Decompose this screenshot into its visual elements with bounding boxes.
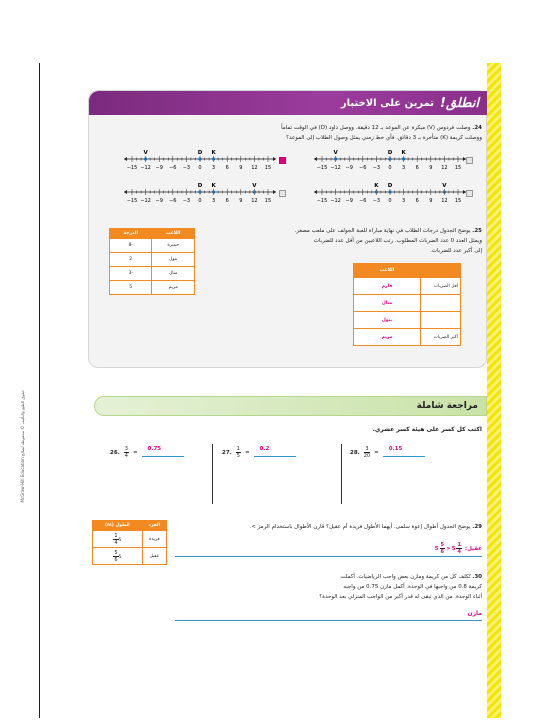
arrowhead <box>314 190 317 194</box>
table-cell: عقيل <box>142 548 166 565</box>
plotted-point <box>212 190 215 193</box>
blank-cell <box>421 295 461 312</box>
question-text-line: ويمثل العدد 0 عدد الضربات المطلوب. رتب اللاعبين من أقل عدد للضربات <box>313 238 482 244</box>
table-row <box>354 278 461 295</box>
exercise-27: 27. $\frac{1}{5}$ = 0.2 <box>222 446 296 459</box>
tick-label: −9 <box>345 165 353 171</box>
point-label: K <box>211 150 216 156</box>
question-text-line: تُكلف كل من كريمة ومازن بعض واجب الرياضيات. أكملت <box>340 574 471 580</box>
arrowhead <box>124 157 127 161</box>
table-row <box>110 253 195 267</box>
point-label: D <box>387 183 393 189</box>
tick-label: −6 <box>169 198 177 204</box>
tick-label: 9 <box>429 198 433 204</box>
arrowhead <box>273 157 276 161</box>
question-number: 24. <box>472 125 482 131</box>
number-line-option-b <box>120 145 280 173</box>
question-number: 29. <box>472 524 482 530</box>
tick-label: 15 <box>454 198 462 204</box>
tick-label: 15 <box>264 198 272 204</box>
plotted-point <box>212 157 215 160</box>
tick-label: −3 <box>372 165 381 171</box>
whole-number: 5 <box>434 545 439 552</box>
point-label: V <box>143 150 148 156</box>
ranking-answer-table <box>353 263 461 346</box>
question-text-line: يوضح الجدول درجات الطلاب في نهاية مباراة للعبة الجولف على ملعب مصغر. <box>294 228 471 234</box>
table-row <box>354 312 461 329</box>
table-cell: حميرة <box>152 239 195 253</box>
question-29 <box>190 522 482 532</box>
plotted-point <box>388 190 391 193</box>
number-line-option-a <box>310 145 470 173</box>
tick-label: 0 <box>388 198 392 204</box>
tick-label: −9 <box>345 198 353 204</box>
arrowhead <box>463 157 466 161</box>
tick-label: 3 <box>402 198 406 204</box>
tick-label: 3 <box>402 165 406 171</box>
least-strokes-label: أقل الضربات <box>421 278 461 295</box>
tick-label: −6 <box>169 165 177 171</box>
page-margin-line <box>39 63 40 718</box>
question-24 <box>230 123 482 143</box>
arrowhead <box>273 190 276 194</box>
test-prep-subtitle: تمرين على الاختبار <box>340 97 435 109</box>
tick-label: 0 <box>198 165 202 171</box>
column-header: الفرد <box>142 521 166 531</box>
point-label: V <box>333 150 338 156</box>
arrowhead <box>314 157 317 161</box>
exercise-answer: 0.2 <box>259 445 270 452</box>
review-banner <box>94 396 487 416</box>
tick-label: 6 <box>415 165 419 171</box>
table-cell: -8 <box>110 239 152 253</box>
tick-label: 12 <box>441 198 448 204</box>
tick-label: −12 <box>330 165 341 171</box>
question-text-line: ووصلت كريمة (K) متأخرة بـ 3 دقائق. فأي خط زمني يمثل وصول الطلاب إلى الموعد؟ <box>286 135 482 141</box>
tick-label: −3 <box>372 198 381 204</box>
plotted-point <box>253 190 256 193</box>
table-cell <box>93 548 143 565</box>
tick-label: −12 <box>140 165 151 171</box>
tick-label: −3 <box>182 198 191 204</box>
tick-label: 9 <box>429 165 433 171</box>
denominator: 20 <box>363 453 371 459</box>
tick-label: 9 <box>239 165 243 171</box>
tick-label: 6 <box>415 198 419 204</box>
fraction <box>364 446 370 459</box>
tick-label: −15 <box>126 165 138 171</box>
column-divider <box>341 444 342 504</box>
table-row <box>354 295 461 312</box>
tick-label: −9 <box>155 165 163 171</box>
tick-label: 9 <box>239 198 243 204</box>
table-cell: 2 <box>110 253 152 267</box>
column-header: الدرجة <box>110 229 152 239</box>
fraction <box>124 446 129 459</box>
table-cell: منال <box>152 267 195 281</box>
ranking-answer: منال <box>354 295 421 312</box>
table-row <box>110 267 195 281</box>
denominator: 4 <box>124 453 128 459</box>
answer-line[interactable] <box>142 445 184 457</box>
answer-line[interactable] <box>175 620 482 621</box>
exercise-number: 28. <box>350 449 360 456</box>
numerator: 1 <box>114 532 118 539</box>
denominator: 6 <box>440 549 444 555</box>
denominator: 4 <box>114 539 118 546</box>
column-header: الطول (m) <box>93 521 143 531</box>
plotted-point <box>334 157 337 160</box>
table-cell: بتول <box>152 253 195 267</box>
whole-number: 5 <box>118 537 122 543</box>
tick-label: 3 <box>212 198 216 204</box>
table-cell: مريم <box>152 281 195 295</box>
fraction <box>456 542 461 555</box>
copyright-credit: حقوق الطبع والتأليف © محفوظة لصالح McGraw-Hill Education <box>20 390 25 503</box>
column-header: اللاعب <box>354 264 421 278</box>
point-label: V <box>252 183 257 189</box>
tick-label: 3 <box>212 165 216 171</box>
fraction <box>236 446 241 459</box>
plotted-point <box>375 190 378 193</box>
numerator: 5 <box>114 549 118 556</box>
tick-label: 12 <box>441 165 448 171</box>
question-text-line: إلى أكبر عدد للضربات. <box>430 248 482 254</box>
tick-label: 12 <box>251 165 258 171</box>
tick-label: −9 <box>155 198 163 204</box>
plotted-point <box>402 157 405 160</box>
point-label: V <box>442 183 447 189</box>
tick-label: 6 <box>225 198 229 204</box>
answer-expression <box>435 542 462 555</box>
q29-answer <box>360 542 482 555</box>
point-label: D <box>197 150 203 156</box>
review-instruction: اكتب كل كسر على هيئة كسر عشري. <box>372 426 482 433</box>
tick-label: −3 <box>182 165 191 171</box>
numerator: 3 <box>124 446 128 452</box>
plotted-point <box>443 190 446 193</box>
most-strokes-label: أكبر الضربات <box>421 329 461 346</box>
question-text-line: كريمة 0.8 من واجبها في الوحدة. أكمل مازن 0.75 من واجبه <box>343 584 482 590</box>
column-header: اللاعب <box>152 229 195 239</box>
tick-label: 0 <box>388 165 392 171</box>
point-label: K <box>401 150 406 156</box>
table-row <box>110 239 195 253</box>
table-row <box>110 281 195 295</box>
length-table <box>92 520 167 565</box>
table-cell: فريدة <box>142 531 166 548</box>
question-text: يوضح الجدول أطوال إعوة سلمى. أيهما الأطول فريدة أم عقيل؟ قارن الأطوال باستخدام الرمز >. <box>249 524 471 530</box>
tick-label: −12 <box>330 198 341 204</box>
number-line-option-c <box>310 178 470 206</box>
denominator: 4 <box>457 549 461 555</box>
blank-cell <box>421 312 461 329</box>
table-cell: -3 <box>110 267 152 281</box>
answer-choice-checkbox-selected[interactable] <box>279 157 286 164</box>
point-label: K <box>211 183 216 189</box>
numerator: 1 <box>236 446 240 452</box>
question-number: 30. <box>472 574 482 580</box>
tick-label: 15 <box>264 165 272 171</box>
arrowhead <box>124 190 127 194</box>
point-label: D <box>197 183 203 189</box>
plotted-point <box>198 190 201 193</box>
ranking-answer: بتول <box>354 312 421 329</box>
question-text-line: أثناء الوحدة. من الذي تبقى له قدر أكبر من الواجب المنزلي بعد الوحدة؟ <box>319 594 482 600</box>
test-prep-title: انطلق! <box>440 95 479 111</box>
ranking-answer: مريم <box>354 329 421 346</box>
tick-label: −6 <box>359 165 367 171</box>
denominator: 6 <box>114 556 118 563</box>
numerator: 5 <box>440 542 444 548</box>
review-title: مراجعة شاملة <box>416 401 478 411</box>
numerator: 3 <box>365 446 369 452</box>
whole-number: 5 <box>118 554 122 560</box>
ranking-answer: قارم <box>354 278 421 295</box>
number-line-option-d <box>120 178 280 206</box>
tick-label: −15 <box>316 198 328 204</box>
answer-label: عقيل: <box>464 545 482 552</box>
test-prep-header <box>89 91 487 115</box>
exercise-26: 26. $\frac{3}{4}$ = 0.75 <box>110 446 184 459</box>
decorative-edge-strip <box>487 63 501 718</box>
answer-line[interactable] <box>383 445 425 457</box>
answer-line[interactable] <box>175 556 482 557</box>
blank-header <box>421 264 461 278</box>
arrowhead <box>463 190 466 194</box>
plotted-point <box>388 157 391 160</box>
table-cell: 5 <box>110 281 152 295</box>
tick-label: −12 <box>140 198 151 204</box>
question-30 <box>230 572 482 602</box>
tick-label: 0 <box>198 198 202 204</box>
exercise-number: 26. <box>110 449 120 456</box>
tick-label: −6 <box>359 198 367 204</box>
column-divider <box>212 444 213 504</box>
question-number: 25. <box>472 228 482 234</box>
q30-answer: مازن <box>467 610 482 617</box>
answer-choice-checkbox[interactable] <box>279 190 286 197</box>
player-scores-table <box>109 228 195 295</box>
table-row <box>93 531 167 548</box>
table-row <box>93 548 167 565</box>
table-row <box>354 329 461 346</box>
comparison-operator: > <box>446 545 451 552</box>
plotted-point <box>144 157 147 160</box>
tick-label: 6 <box>225 165 229 171</box>
exercise-answer: 0.75 <box>147 445 162 452</box>
plotted-point <box>198 157 201 160</box>
tick-label: −15 <box>126 198 138 204</box>
point-label: K <box>374 183 379 189</box>
point-label: D <box>387 150 393 156</box>
exercise-28: 28. $\frac{3}{20}$ = 0.15 <box>350 446 425 459</box>
table-cell <box>93 531 143 548</box>
question-25 <box>240 226 482 256</box>
exercise-number: 27. <box>222 449 232 456</box>
fraction <box>440 542 445 555</box>
question-text-line: وصلت فردوس (V) مبكرة عن الموعد بـ 12 دقيقة. ووصل داود (D) في الوقت تماماً <box>281 125 471 131</box>
whole-number: 5 <box>451 545 456 552</box>
tick-label: 12 <box>251 198 258 204</box>
tick-label: 15 <box>454 165 462 171</box>
numerator: 1 <box>457 542 461 548</box>
tick-label: −15 <box>316 165 328 171</box>
answer-line[interactable] <box>254 445 296 457</box>
exercise-answer: 0.15 <box>388 445 403 452</box>
denominator: 5 <box>236 453 240 459</box>
